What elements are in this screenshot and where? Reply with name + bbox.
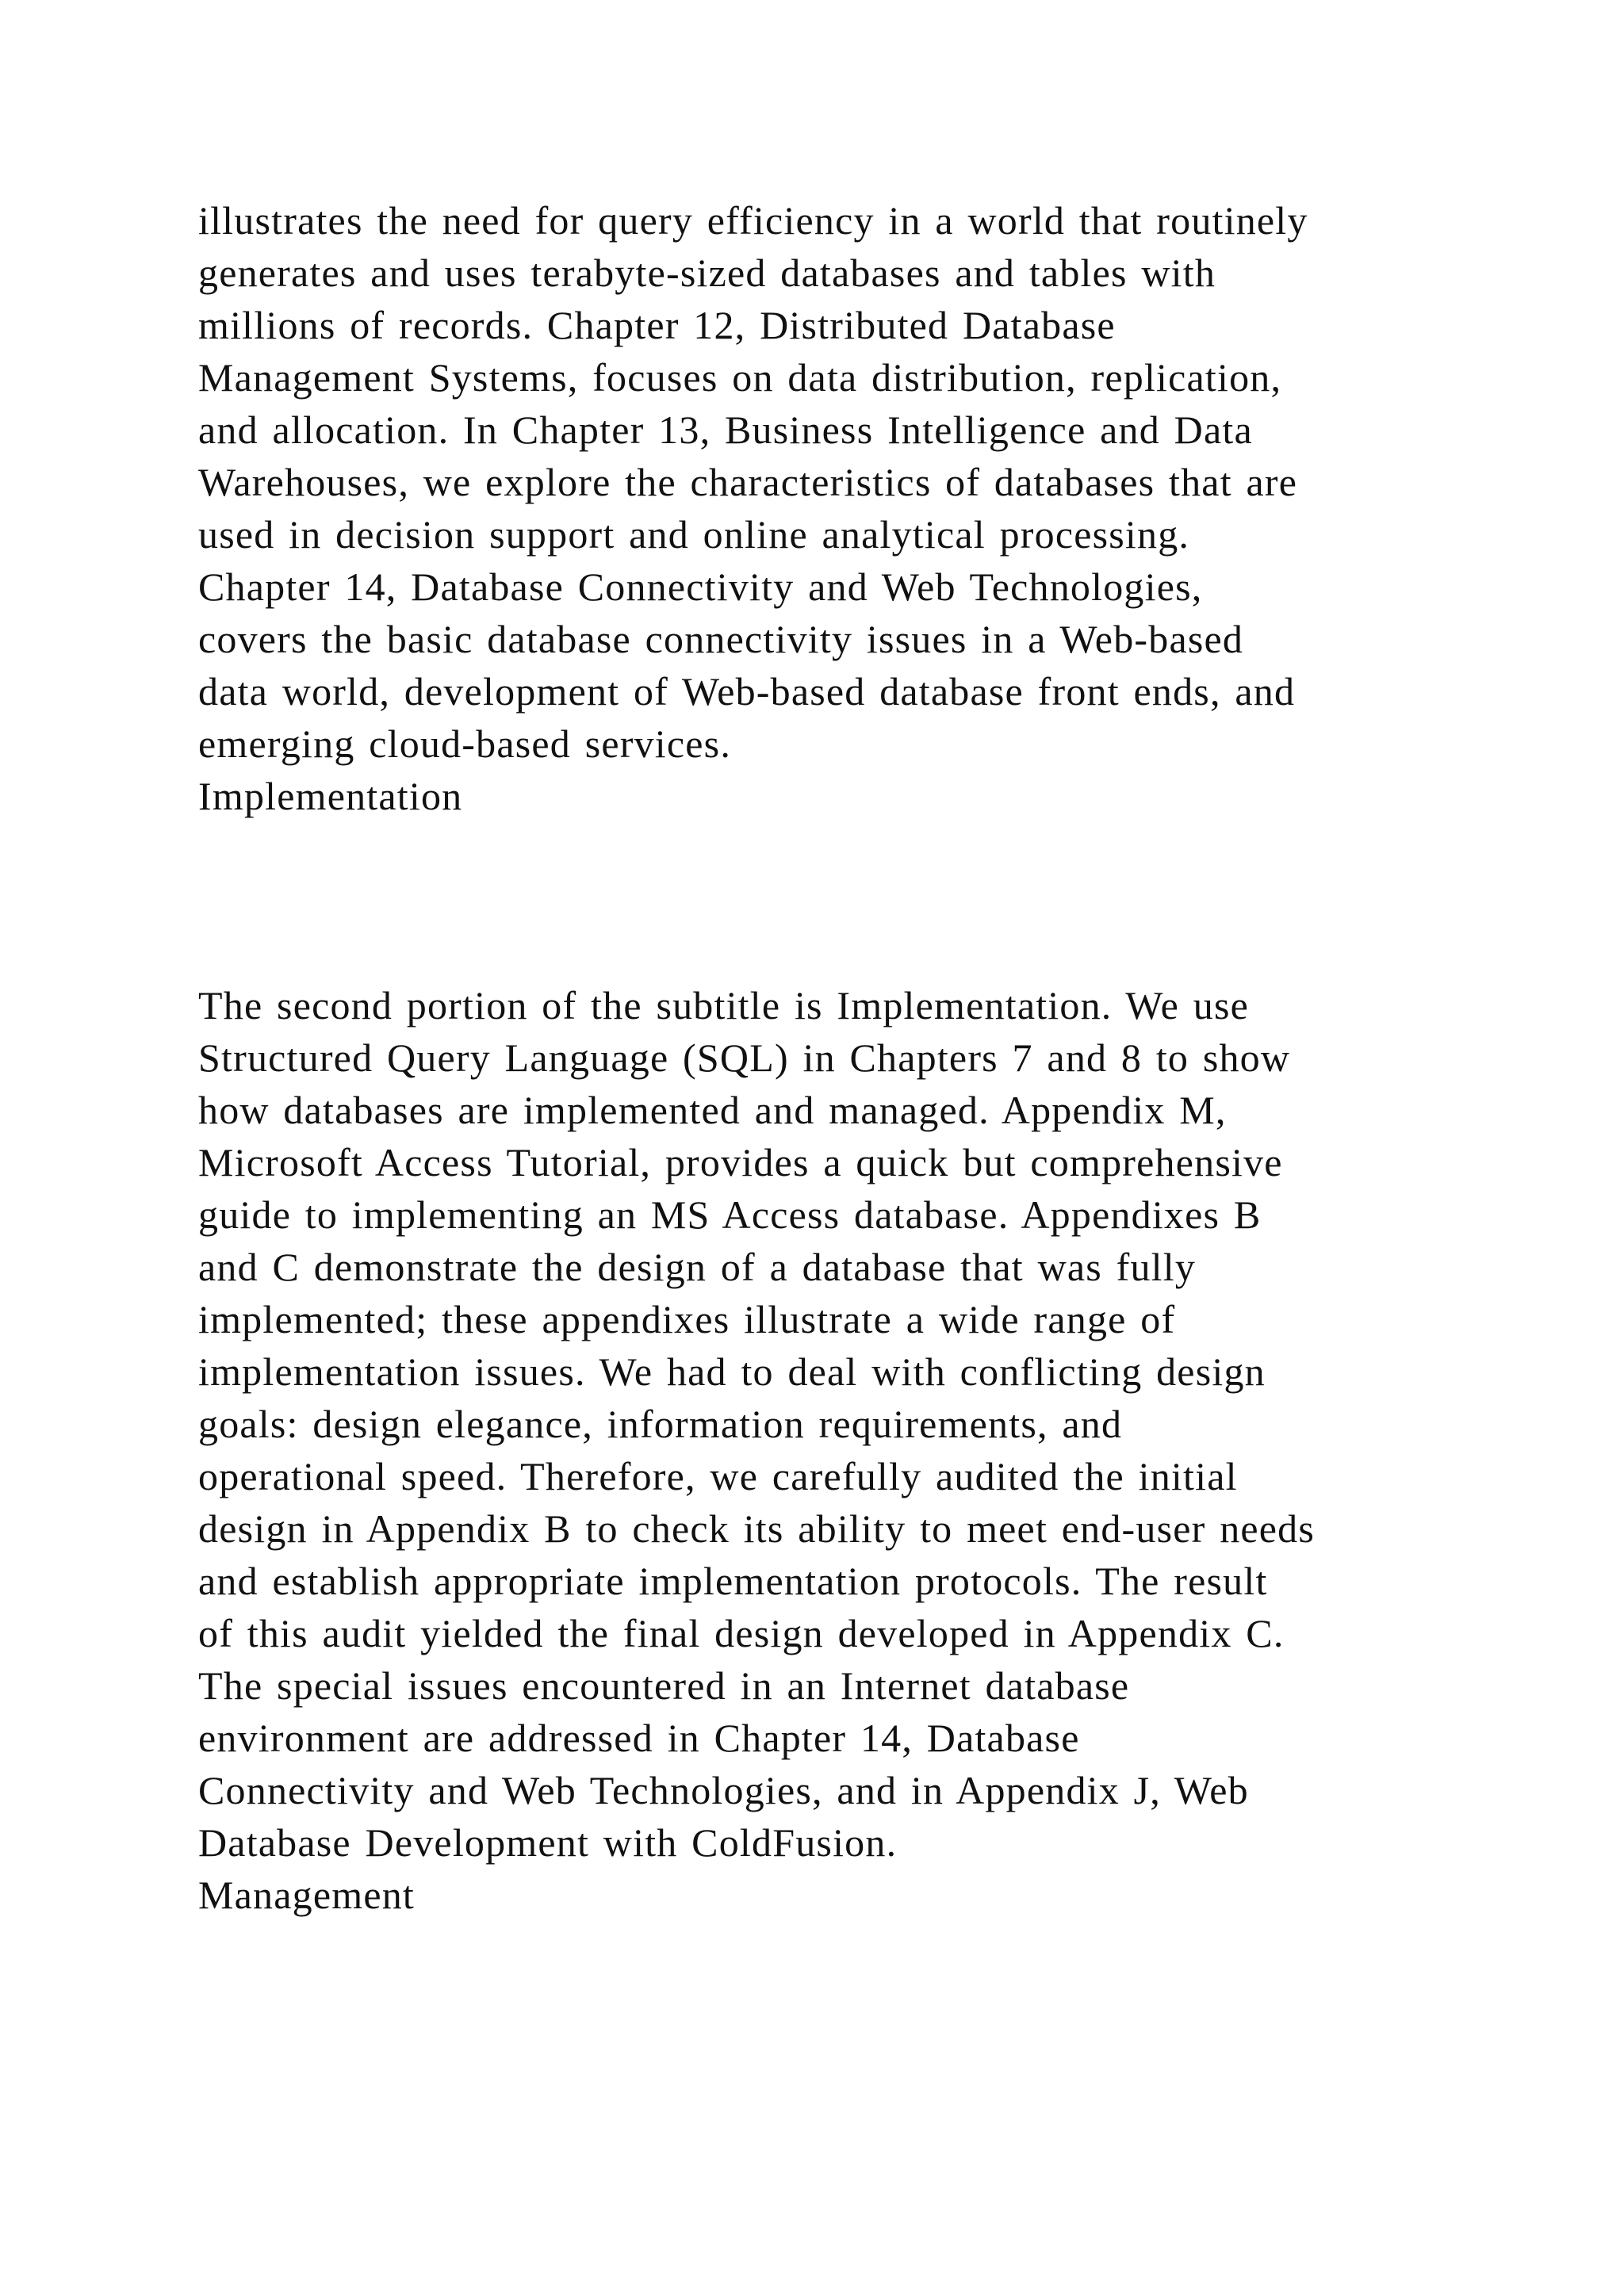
paragraph-line: millions of records. Chapter 12, Distributed Database: [198, 303, 1116, 347]
paragraph-line: generates and uses terabyte-sized databases and tables with: [198, 251, 1216, 295]
paragraph-line: guide to implementing an MS Access database. Appendixes B: [198, 1192, 1262, 1237]
paragraph-line: Database Development with ColdFusion.: [198, 1820, 898, 1865]
paragraph-line: environment are addressed in Chapter 14, Database: [198, 1716, 1080, 1760]
section-heading-management: Management: [198, 1873, 416, 1917]
paragraph-line: and allocation. In Chapter 13, Business Intelligence and Data: [198, 408, 1253, 452]
paragraph-line: implementation issues. We had to deal with conflicting design: [198, 1349, 1266, 1394]
paragraph-line: Microsoft Access Tutorial, provides a quick but comprehensive: [198, 1140, 1283, 1184]
paragraph-line: how databases are implemented and managed. Appendix M,: [198, 1088, 1227, 1132]
paragraph-line: Chapter 14, Database Connectivity and Web Technologies,: [198, 564, 1203, 609]
paragraph-line: emerging cloud-based services.: [198, 721, 732, 766]
text-block-intro: [198, 194, 1308, 822]
paragraph-line: design in Appendix B to check its ability to meet end-user needs: [198, 1506, 1316, 1551]
paragraph-line: Warehouses, we explore the characteristics of databases that are: [198, 460, 1298, 504]
paragraph-line: Connectivity and Web Technologies, and in Appendix J, Web: [198, 1768, 1249, 1812]
section-heading-implementation: Implementation: [198, 774, 463, 818]
paragraph-line: goals: design elegance, information requirements, and: [198, 1402, 1123, 1446]
paragraph-line: The second portion of the subtitle is Implementation. We use: [198, 983, 1250, 1027]
paragraph-line: covers the basic database connectivity issues in a Web-based: [198, 617, 1244, 661]
paragraph-line: data world, development of Web-based database front ends, and: [198, 669, 1296, 714]
paragraph-line: illustrates the need for query efficiency in a world that routinely: [198, 198, 1308, 243]
paragraph-line: used in decision support and online analytical processing.: [198, 512, 1190, 557]
paragraph-line: Management Systems, focuses on data distribution, replication,: [198, 355, 1282, 400]
text-block-implementation: [198, 979, 1315, 1921]
paragraph-line: Structured Query Language (SQL) in Chapters 7 and 8 to show: [198, 1035, 1291, 1080]
paragraph-line: and C demonstrate the design of a database that was fully: [198, 1245, 1197, 1289]
paragraph-line: of this audit yielded the final design developed in Appendix C.: [198, 1611, 1285, 1655]
paragraph-line: implemented; these appendixes illustrate a wide range of: [198, 1297, 1176, 1341]
paragraph-line: The special issues encountered in an Internet database: [198, 1663, 1130, 1708]
paragraph-line: and establish appropriate implementation protocols. The result: [198, 1559, 1268, 1603]
paragraph-line: operational speed. Therefore, we carefully audited the initial: [198, 1454, 1238, 1498]
